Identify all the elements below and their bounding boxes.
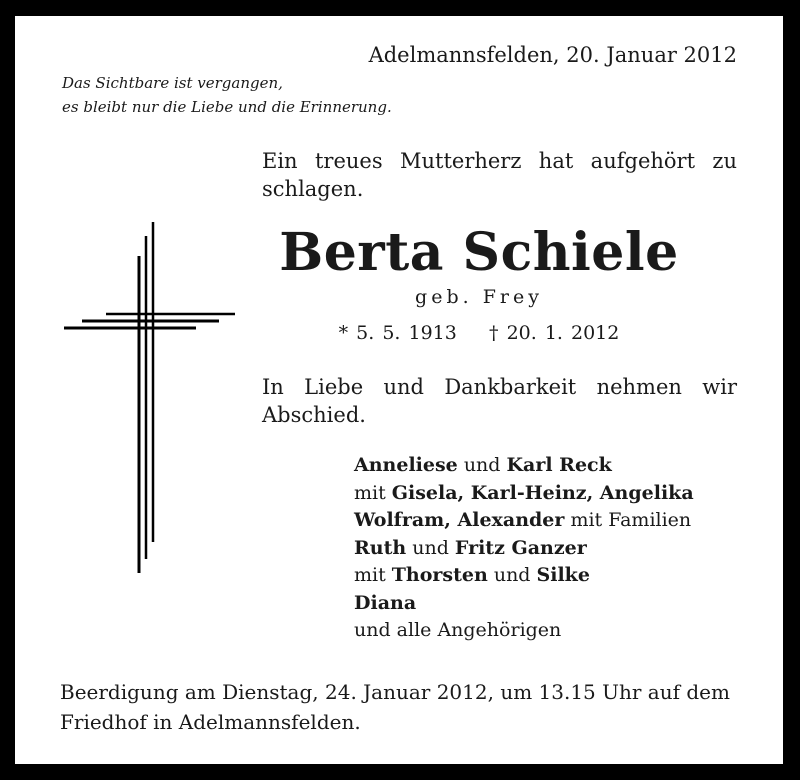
mourner-line: mit Thorsten und Silke bbox=[354, 564, 590, 586]
mourner-line: Ruth und Fritz Ganzer bbox=[354, 536, 587, 559]
mourner-line: Anneliese und Karl Reck bbox=[354, 454, 612, 476]
birth-date: * 5. 5. 1913 bbox=[338, 322, 457, 344]
obituary-notice bbox=[15, 16, 783, 764]
maiden-name: geb. Frey bbox=[415, 286, 543, 308]
mourner-line: Wolfram, Alexander mit Familien bbox=[354, 509, 692, 531]
deceased-name: Berta Schiele bbox=[279, 222, 679, 283]
intro-text: Ein treues Mutterherz hat aufgehört zu schlagen. bbox=[262, 149, 737, 201]
funeral-info: Beerdigung am Dienstag, 24. Januar 2012, um 13.15 Uhr auf dem Friedhof in Adelmannsfelden. bbox=[60, 680, 730, 734]
place-date: Adelmannsfelden, 20. Januar 2012 bbox=[368, 43, 737, 67]
mourner-line: und alle Angehörigen bbox=[354, 619, 562, 641]
farewell-text: In Liebe und Dankbarkeit nehmen wir Abschied. bbox=[262, 375, 737, 427]
mourner-line: Diana bbox=[354, 591, 417, 614]
mourners-list bbox=[354, 452, 694, 645]
motto-line-2: es bleibt nur die Liebe und die Erinnerung. bbox=[62, 98, 392, 116]
death-date: † 20. 1. 2012 bbox=[489, 322, 620, 344]
life-dates bbox=[262, 322, 696, 344]
motto-line-1: Das Sichtbare ist vergangen, bbox=[62, 74, 283, 92]
mourner-line: mit Gisela, Karl-Heinz, Angelika bbox=[354, 481, 694, 504]
